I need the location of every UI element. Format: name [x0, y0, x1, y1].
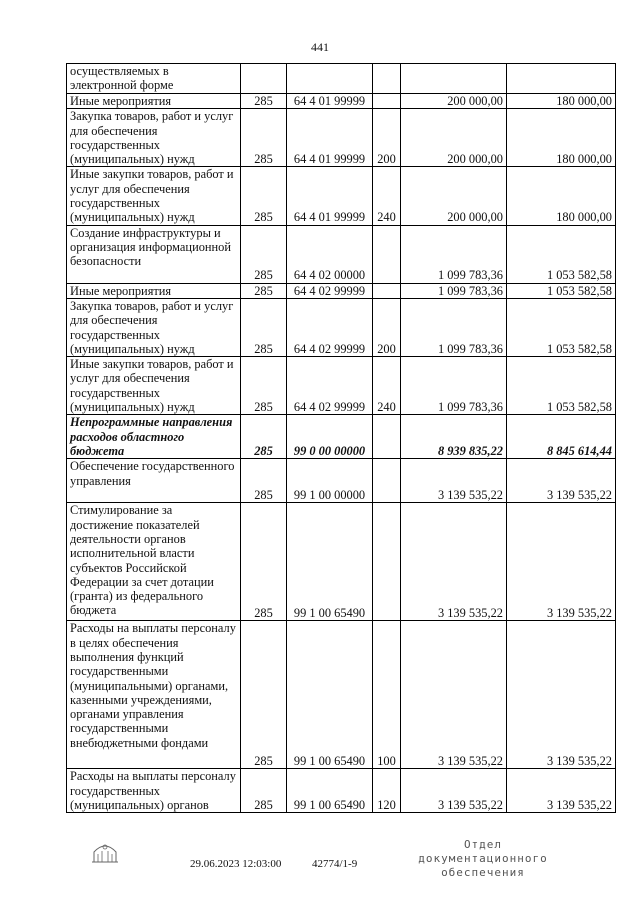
cell-code: 99 1 00 65490	[287, 503, 373, 621]
cell-s2: 3 139 535,22	[507, 621, 616, 769]
cell-gr: 285	[241, 283, 287, 298]
cell-code: 99 0 00 00000	[287, 415, 373, 459]
cell-gr: 285	[241, 769, 287, 813]
budget-table-body	[67, 64, 616, 813]
cell-name: Непрограммные направления расходов областного бюджета	[67, 415, 241, 459]
cell-gr: 285	[241, 459, 287, 503]
footer-doc-number: 42774/1-9	[312, 858, 358, 870]
cell-s2: 8 845 614,44	[507, 415, 616, 459]
footer-office-line2: обеспечения	[441, 866, 525, 879]
table-row	[67, 503, 616, 621]
cell-s2: 1 053 582,58	[507, 357, 616, 415]
cell-s1: 1 099 783,36	[401, 298, 507, 356]
cell-name: осуществляемых в электронной форме	[67, 64, 241, 94]
cell-name: Закупка товаров, работ и услуг для обеспечения государственных (муниципальных) нужд	[67, 298, 241, 356]
footer-office-stamp	[408, 838, 558, 880]
cell-s1: 3 139 535,22	[401, 621, 507, 769]
table-row	[67, 283, 616, 298]
cell-code: 99 1 00 65490	[287, 621, 373, 769]
cell-name: Расходы на выплаты персоналу в целях обеспечения выполнения функций государственными (муниципальными) органами, казенными учреждениями, органами управления государственными внебюджетными фондами	[67, 621, 241, 769]
cell-vr: 240	[373, 357, 401, 415]
cell-gr: 285	[241, 503, 287, 621]
cell-vr: 200	[373, 109, 401, 167]
cell-gr	[241, 64, 287, 94]
cell-vr: 100	[373, 621, 401, 769]
cell-name: Иные мероприятия	[67, 94, 241, 109]
table-row	[67, 357, 616, 415]
cell-gr: 285	[241, 94, 287, 109]
cell-vr	[373, 459, 401, 503]
cell-s1	[401, 64, 507, 94]
table-row	[67, 298, 616, 356]
cell-s1: 200 000,00	[401, 94, 507, 109]
footer-office-line1: Отдел документационного	[418, 838, 548, 865]
cell-gr: 285	[241, 225, 287, 283]
cell-s1: 3 139 535,22	[401, 769, 507, 813]
cell-s2	[507, 64, 616, 94]
footer-datetime: 29.06.2023 12:03:00	[190, 858, 282, 870]
table-row	[67, 769, 616, 813]
cell-code	[287, 64, 373, 94]
cell-name: Стимулирование за достижение показателей деятельности органов исполнительной власти субъектов Российской Федерации за счет дотации (гранта) из федерального бюджета	[67, 503, 241, 621]
cell-s1: 1 099 783,36	[401, 283, 507, 298]
cell-s1: 1 099 783,36	[401, 357, 507, 415]
table-row	[67, 415, 616, 459]
cell-vr	[373, 415, 401, 459]
cell-s1: 8 939 835,22	[401, 415, 507, 459]
cell-name: Обеспечение государственного управления	[67, 459, 241, 503]
cell-code: 64 4 02 00000	[287, 225, 373, 283]
cell-s2: 180 000,00	[507, 94, 616, 109]
cell-code: 64 4 01 99999	[287, 94, 373, 109]
cell-s2: 180 000,00	[507, 167, 616, 225]
cell-s2: 1 053 582,58	[507, 298, 616, 356]
cell-gr: 285	[241, 357, 287, 415]
cell-code: 99 1 00 65490	[287, 769, 373, 813]
table-row	[67, 621, 616, 769]
cell-s1: 3 139 535,22	[401, 503, 507, 621]
cell-vr: 200	[373, 298, 401, 356]
cell-gr: 285	[241, 109, 287, 167]
cell-vr	[373, 225, 401, 283]
document-stamp-icon	[90, 838, 120, 866]
cell-vr: 240	[373, 167, 401, 225]
cell-code: 64 4 01 99999	[287, 109, 373, 167]
cell-vr	[373, 94, 401, 109]
table-row	[67, 109, 616, 167]
cell-vr	[373, 283, 401, 298]
cell-name: Расходы на выплаты персоналу государственных (муниципальных) органов	[67, 769, 241, 813]
cell-name: Иные мероприятия	[67, 283, 241, 298]
cell-name: Иные закупки товаров, работ и услуг для обеспечения государственных (муниципальных) нужд	[67, 357, 241, 415]
cell-s2: 1 053 582,58	[507, 283, 616, 298]
cell-s2: 3 139 535,22	[507, 503, 616, 621]
cell-gr: 285	[241, 621, 287, 769]
cell-gr: 285	[241, 415, 287, 459]
cell-s2: 3 139 535,22	[507, 769, 616, 813]
cell-s1: 3 139 535,22	[401, 459, 507, 503]
cell-s1: 200 000,00	[401, 167, 507, 225]
cell-vr: 120	[373, 769, 401, 813]
table-row	[67, 459, 616, 503]
cell-code: 64 4 01 99999	[287, 167, 373, 225]
table-row	[67, 64, 616, 94]
cell-vr	[373, 503, 401, 621]
cell-code: 64 4 02 99999	[287, 357, 373, 415]
cell-code: 64 4 02 99999	[287, 283, 373, 298]
cell-gr: 285	[241, 167, 287, 225]
cell-s1: 1 099 783,36	[401, 225, 507, 283]
cell-s1: 200 000,00	[401, 109, 507, 167]
cell-s2: 1 053 582,58	[507, 225, 616, 283]
cell-code: 99 1 00 00000	[287, 459, 373, 503]
cell-name: Создание инфраструктуры и организация информационной безопасности	[67, 225, 241, 283]
cell-code: 64 4 02 99999	[287, 298, 373, 356]
cell-vr	[373, 64, 401, 94]
page-number: 441	[311, 40, 329, 54]
table-row	[67, 94, 616, 109]
table-row	[67, 225, 616, 283]
cell-gr: 285	[241, 298, 287, 356]
cell-s2: 180 000,00	[507, 109, 616, 167]
table-row	[67, 167, 616, 225]
cell-name: Иные закупки товаров, работ и услуг для обеспечения государственных (муниципальных) нужд	[67, 167, 241, 225]
cell-s2: 3 139 535,22	[507, 459, 616, 503]
cell-name: Закупка товаров, работ и услуг для обеспечения государственных (муниципальных) нужд	[67, 109, 241, 167]
budget-table	[66, 63, 616, 813]
